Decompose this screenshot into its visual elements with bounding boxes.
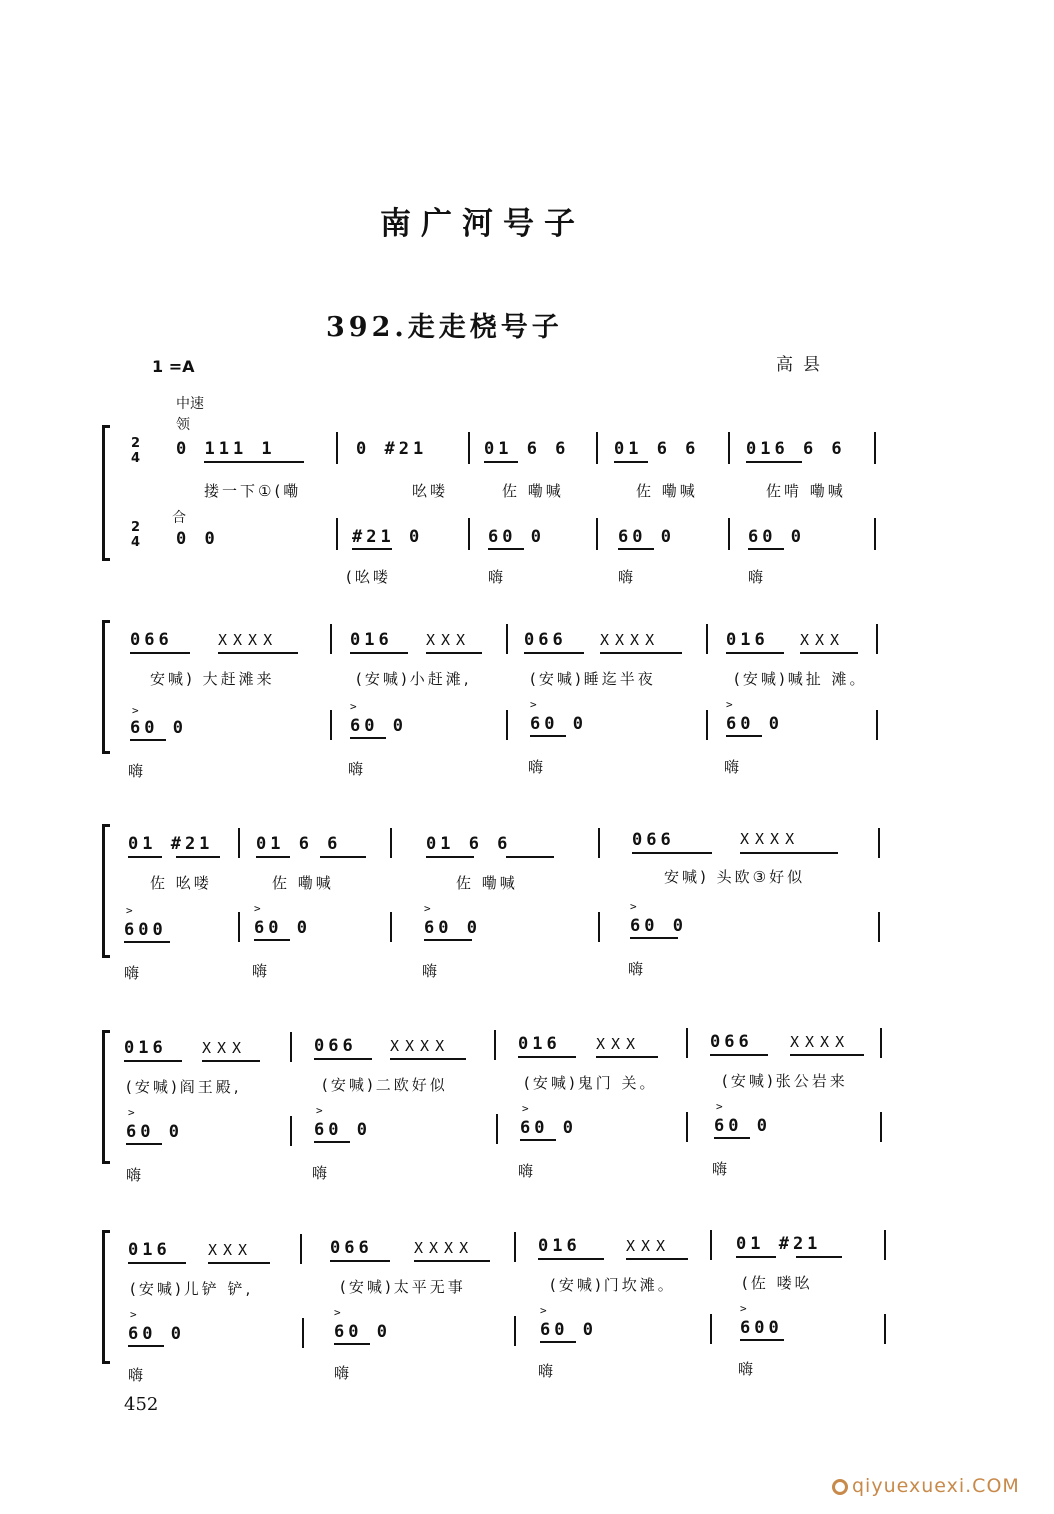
beam (254, 939, 290, 941)
lyrics: 嗨 (528, 758, 547, 776)
beam (176, 856, 220, 858)
barline (336, 432, 338, 464)
lyrics: 嗨 (128, 1366, 147, 1384)
beam (484, 461, 518, 463)
tempo-marking: 中速 (176, 396, 204, 412)
barline (506, 710, 508, 740)
rhythm-x: XXXX (790, 1033, 851, 1051)
lyrics: 安喊) 大赶滩来 (150, 670, 275, 688)
beam (618, 548, 654, 550)
barline (300, 1234, 302, 1264)
chorus-measure: 60 0 (350, 716, 407, 736)
chorus-measure: 60 0 (130, 718, 187, 738)
barline (596, 432, 598, 464)
chorus-measure: 0 0 (176, 529, 219, 549)
barline (290, 1032, 292, 1062)
beam (208, 1262, 270, 1264)
beam (350, 737, 386, 739)
beam (736, 1256, 776, 1258)
chorus-measure: 60 0 (126, 1122, 183, 1142)
chorus-measure: 60 0 (488, 527, 545, 547)
lyrics: 嗨 (312, 1164, 331, 1182)
lyrics: 嗨 (748, 568, 767, 586)
beam (614, 461, 648, 463)
rhythm-x: XXX (626, 1237, 672, 1255)
barline (336, 518, 338, 550)
beam (796, 1256, 842, 1258)
lyrics: 佐 嘞喊 (456, 874, 518, 892)
beam (256, 856, 290, 858)
barline (706, 624, 708, 654)
barline (514, 1316, 516, 1346)
barline (496, 1114, 498, 1144)
accent-mark: > (130, 1308, 137, 1321)
rhythm-x: XXX (208, 1241, 254, 1259)
accent-mark: > (350, 700, 357, 713)
barline (238, 912, 240, 942)
lyrics: 嗨 (488, 568, 507, 586)
lead-measure: 066 (524, 630, 567, 650)
beam (330, 1260, 390, 1262)
lyrics: 嗨 (128, 762, 147, 780)
lyrics: 嗨 (422, 962, 441, 980)
beam (540, 1341, 576, 1343)
lead-measure: 066 (632, 830, 675, 850)
lyrics: 嗨 (518, 1162, 537, 1180)
rhythm-x: XXXX (218, 631, 279, 649)
lyrics: 嗨 (252, 962, 271, 980)
accent-mark: > (540, 1304, 547, 1317)
beam (128, 1262, 186, 1264)
lyrics: (安喊)儿铲 铲, (130, 1280, 254, 1298)
lead-measure: 01 6 6 (256, 834, 342, 854)
chorus-measure: 60 0 (520, 1118, 577, 1138)
chorus-measure: 600 (740, 1318, 783, 1338)
beam (524, 652, 584, 654)
watermark: qiyuexuexi.COM (832, 1475, 1020, 1497)
beam (414, 1260, 490, 1262)
beam (128, 1345, 164, 1347)
lyrics: (吆喽 (346, 568, 391, 586)
lyrics: 吆喽 (412, 482, 449, 500)
chorus-measure: 60 0 (540, 1320, 597, 1340)
lead-measure: 01 #21 (736, 1234, 822, 1254)
system-2-brace (102, 620, 105, 754)
lyrics: (佐 喽吆 (742, 1274, 813, 1292)
beam (748, 548, 784, 550)
lead-measure: 0 #21 (356, 439, 428, 459)
lead-measure: 016 6 6 (746, 439, 846, 459)
barline (880, 1112, 882, 1142)
chorus-measure: 60 0 (748, 527, 805, 547)
beam (204, 461, 304, 463)
barline (706, 710, 708, 740)
lead-measure: 01 6 6 (484, 439, 570, 459)
lyrics: 嗨 (724, 758, 743, 776)
lyrics: (安喊)张公岩来 (722, 1072, 848, 1090)
barline (878, 828, 880, 858)
barline (506, 624, 508, 654)
barline (330, 710, 332, 740)
chorus-measure: 60 0 (714, 1116, 771, 1136)
lead-part-label: 领 (176, 417, 190, 433)
barline (710, 1230, 712, 1260)
lead-measure: 016 (128, 1240, 171, 1260)
barline (728, 518, 730, 550)
beam (202, 1060, 260, 1062)
lead-measure: 066 (710, 1032, 753, 1052)
rhythm-x: XXX (800, 631, 846, 649)
barline (468, 432, 470, 464)
chorus-measure: 60 0 (618, 527, 675, 547)
beam (506, 856, 554, 858)
barline (238, 828, 240, 858)
system-3-brace (102, 824, 105, 958)
lyrics: 佐 嘞喊 (272, 874, 334, 892)
beam (424, 939, 472, 941)
chorus-measure: 60 0 (314, 1120, 371, 1140)
beam (530, 735, 566, 737)
rhythm-x: XXXX (390, 1037, 451, 1055)
barline (598, 828, 600, 858)
barline (494, 1030, 496, 1060)
lead-measure: 066 (314, 1036, 357, 1056)
accent-mark: > (630, 900, 637, 913)
barline (876, 624, 878, 654)
lead-measure: 016 (124, 1038, 167, 1058)
rhythm-x: XXX (596, 1035, 642, 1053)
key-signature: 1 =A (152, 357, 195, 376)
accent-mark: > (316, 1104, 323, 1117)
beam (130, 652, 190, 654)
lead-measure: 01 #21 (128, 834, 214, 854)
accent-mark: > (530, 698, 537, 711)
beam (630, 937, 678, 939)
page-title: 南广河号子 (380, 206, 585, 242)
barline (390, 828, 392, 858)
lyrics: 佐 嘞喊 (502, 482, 564, 500)
beam (726, 652, 784, 654)
lyrics: 嗨 (618, 568, 637, 586)
beam (128, 856, 162, 858)
beam (352, 548, 392, 550)
lyrics: (安喊)喊扯 滩。 (734, 670, 868, 688)
chorus-measure: 60 0 (530, 714, 587, 734)
accent-mark: > (716, 1100, 723, 1113)
accent-mark: > (128, 1106, 135, 1119)
barline (468, 518, 470, 550)
beam (740, 852, 838, 854)
system-1-brace (102, 425, 105, 561)
song-title: 392.走走桡号子 (326, 312, 563, 343)
lyrics: 嗨 (348, 760, 367, 778)
lyrics: 佐啃 嘞喊 (766, 482, 846, 500)
lyrics: (安喊)阎王殿, (126, 1078, 242, 1096)
barline (884, 1314, 886, 1344)
lyrics: 嗨 (334, 1364, 353, 1382)
barline (880, 1028, 882, 1058)
lead-measure: 01 6 6 (614, 439, 700, 459)
beam (126, 1143, 162, 1145)
system-5-brace (102, 1230, 105, 1364)
lead-measure: 016 (538, 1236, 581, 1256)
beam (518, 1056, 576, 1058)
system-4-brace (102, 1030, 105, 1164)
chorus-measure: 60 0 (128, 1324, 185, 1344)
lead-measure: 0 111 1 (176, 439, 276, 459)
barline (390, 912, 392, 942)
beam (632, 852, 712, 854)
lead-measure: 016 (518, 1034, 561, 1054)
beam (726, 735, 762, 737)
barline (330, 624, 332, 654)
beam (538, 1258, 604, 1260)
rhythm-x: XXX (426, 631, 472, 649)
accent-mark: > (522, 1102, 529, 1115)
lyrics: 嗨 (628, 960, 647, 978)
beam (218, 652, 298, 654)
barline (302, 1318, 304, 1348)
lyrics: 嗨 (712, 1160, 731, 1178)
lyrics: (安喊)二欧好似 (322, 1076, 448, 1094)
chorus-part-label: 合 (172, 510, 186, 526)
accent-mark: > (132, 704, 139, 717)
time-signature-lead: 2 4 (131, 436, 141, 466)
beam (390, 1058, 466, 1060)
barline (686, 1028, 688, 1058)
beam (746, 461, 802, 463)
barline (728, 432, 730, 464)
accent-mark: > (740, 1302, 747, 1315)
beam (314, 1058, 372, 1060)
lyrics: 嗨 (538, 1362, 557, 1380)
beam (710, 1054, 768, 1056)
barline (710, 1314, 712, 1344)
beam (740, 1339, 784, 1341)
rhythm-x: XXXX (740, 830, 801, 848)
chorus-measure: 60 0 (726, 714, 783, 734)
watermark-logo-icon (832, 1479, 848, 1495)
barline (878, 912, 880, 942)
beam (426, 652, 482, 654)
lead-measure: 016 (726, 630, 769, 650)
beam (426, 856, 474, 858)
chorus-measure: #21 0 (352, 527, 424, 547)
beam (600, 652, 682, 654)
chorus-measure: 60 0 (334, 1322, 391, 1342)
barline (874, 518, 876, 550)
accent-mark: > (254, 902, 261, 915)
lyrics: 安喊) 头欧③好似 (664, 868, 806, 886)
lead-measure: 066 (330, 1238, 373, 1258)
barline (874, 432, 876, 464)
beam (124, 941, 170, 943)
barline (596, 518, 598, 550)
beam (596, 1056, 658, 1058)
barline (876, 710, 878, 740)
chorus-measure: 60 0 (424, 918, 481, 938)
accent-mark: > (126, 904, 133, 917)
beam (350, 652, 408, 654)
chorus-measure: 60 0 (254, 918, 311, 938)
rhythm-x: XXXX (414, 1239, 475, 1257)
beam (714, 1137, 750, 1139)
time-signature-chorus: 2 4 (131, 520, 141, 550)
lyrics: (安喊)门坎滩。 (550, 1276, 676, 1294)
beam (626, 1258, 688, 1260)
barline (598, 912, 600, 942)
accent-mark: > (334, 1306, 341, 1319)
beam (334, 1343, 370, 1345)
barline (514, 1232, 516, 1262)
accent-mark: > (424, 902, 431, 915)
lyrics: 搂一下①(嘞 (204, 482, 302, 500)
rhythm-x: XXXX (600, 631, 661, 649)
barline (686, 1112, 688, 1142)
lyrics: 嗨 (124, 964, 143, 982)
rhythm-x: XXX (202, 1039, 248, 1057)
lyrics: (安喊)鬼门 关。 (524, 1074, 658, 1092)
chorus-measure: 60 0 (630, 916, 687, 936)
chorus-measure: 600 (124, 920, 167, 940)
beam (800, 652, 858, 654)
beam (130, 739, 166, 741)
lead-measure: 016 (350, 630, 393, 650)
beam (124, 1060, 182, 1062)
barline (884, 1230, 886, 1260)
lead-measure: 066 (130, 630, 173, 650)
lyrics: 嗨 (738, 1360, 757, 1378)
lyrics: 佐 嘞喊 (636, 482, 698, 500)
beam (488, 548, 524, 550)
page-number: 452 (124, 1394, 159, 1415)
lyrics: (安喊)太平无事 (340, 1278, 466, 1296)
beam (314, 1141, 350, 1143)
lyrics: 佐 吆喽 (150, 874, 212, 892)
lyrics: (安喊)小赶滩, (356, 670, 472, 688)
lead-measure: 01 6 6 (426, 834, 512, 854)
barline (290, 1116, 292, 1146)
beam (520, 1139, 556, 1141)
beam (320, 856, 366, 858)
accent-mark: > (726, 698, 733, 711)
beam (790, 1054, 864, 1056)
lyrics: 嗨 (126, 1166, 145, 1184)
region-label: 高县 (776, 355, 830, 375)
lyrics: (安喊)睡迄半夜 (530, 670, 656, 688)
